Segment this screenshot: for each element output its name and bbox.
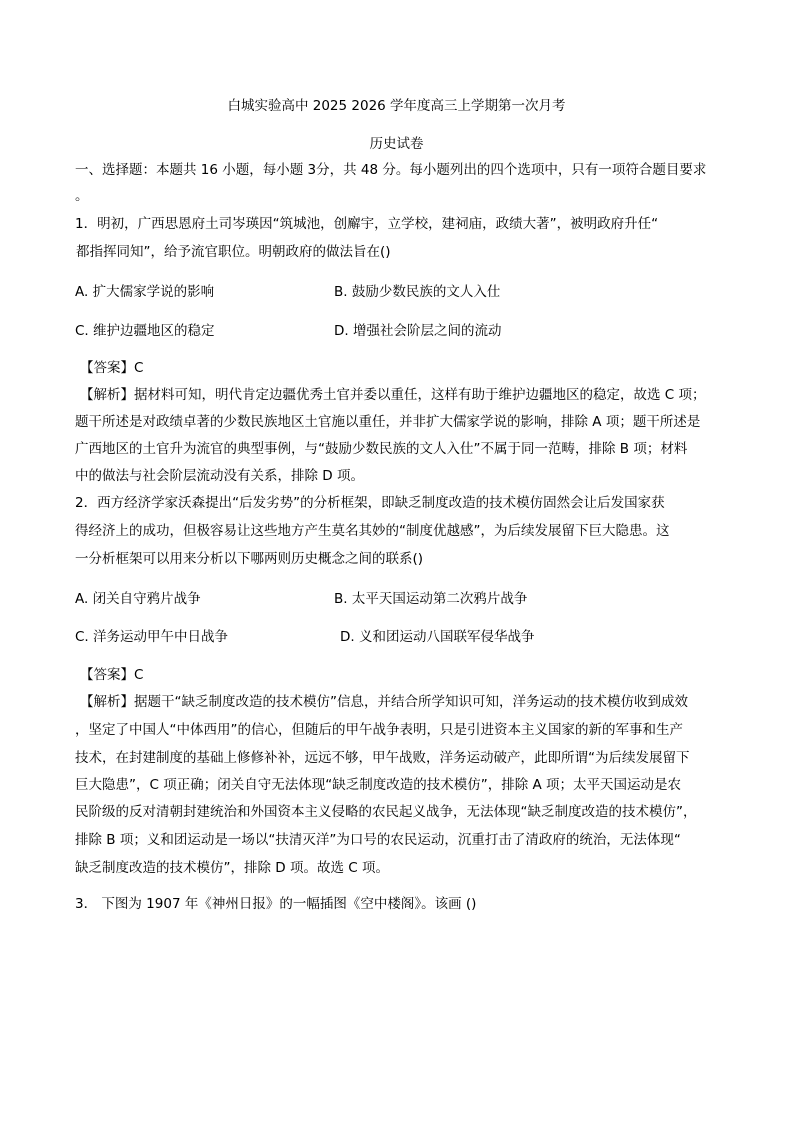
q1-option-b: B. 鼓励少数民族的文人入仕 xyxy=(334,284,501,300)
q3-stem: 3． 下图为 1907 年《神州日报》的一幅插图《空中楼阁》。该画 () xyxy=(75,896,477,912)
q2-analysis-line6: 排除 B 项；义和团运动是一场以“扶清灭洋”为口号的农民运动，沉重打击了清政府的统治，无法体现“ xyxy=(75,832,681,848)
q2-stem-line1: 2．西方经济学家沃森提出“后发劣势”的分析框架，即缺乏制度改造的技术模仿固然会让后发国家获 xyxy=(75,495,665,511)
exam-title: 白城实验高中 2025 2026 学年度高三上学期第一次月考 xyxy=(227,98,566,114)
q2-answer: 【答案】C xyxy=(80,667,144,683)
q2-analysis-line3: 技术，在封建制度的基础上修修补补，远远不够，甲午战败，洋务运动破产，此即所谓“为后续发展留下 xyxy=(75,750,690,766)
q2-analysis-line1: 【解析】据题干“缺乏制度改造的技术模仿”信息，并结合所学知识可知，洋务运动的技术模仿收到成效 xyxy=(80,694,688,710)
q2-option-d: D. 义和团运动八国联军侵华战争 xyxy=(340,629,535,645)
q1-stem-line2: 都指挥同知”，给予流官职位。明朝政府的做法旨在() xyxy=(76,244,391,260)
section-heading-line1: 一、选择题：本题共 16 小题，每小题 3分，共 48 分。每小题列出的四个选项中，只有一项符合题目要求 xyxy=(75,162,707,178)
q2-option-a: A. 闭关自守鸦片战争 xyxy=(75,591,201,607)
q1-analysis-line4: 中的做法与社会阶层流动没有关系，排除 D 项。 xyxy=(75,468,364,484)
q2-analysis-line2: ，坚定了中国人“中体西用”的信心，但随后的甲午战争表明，只是引进资本主义国家的新的军事和生产 xyxy=(75,722,683,738)
section-heading-line2: 。 xyxy=(75,188,89,204)
q1-option-d: D. 增强社会阶层之间的流动 xyxy=(334,323,502,339)
q1-analysis-line2: 题干所述是对政绩卓著的少数民族地区土官施以重任，并非扩大儒家学说的影响，排除 A 项；题干所述是 xyxy=(75,414,701,430)
q1-analysis-line3: 广西地区的土官升为流官的典型事例，与“鼓励少数民族的文人入仕”不属于同一范畴，排除 B 项；材料 xyxy=(75,441,688,457)
q1-answer: 【答案】C xyxy=(80,360,144,376)
q1-option-a: A. 扩大儒家学说的影响 xyxy=(75,284,215,300)
q2-stem-line3: 一分析框架可以用来分析以下哪两则历史概念之间的联系() xyxy=(75,551,424,567)
q2-option-b: B. 太平天国运动第二次鸦片战争 xyxy=(334,591,528,607)
q1-stem-line1: 1．明初，广西思恩府土司岑瑛因“筑城池，创廨宇，立学校，建祠庙，政绩大著”，被明政府升任“ xyxy=(75,216,659,232)
q2-stem-line2: 得经济上的成功，但极容易让这些地方产生莫名其妙的“制度优越感”，为后续发展留下巨大隐患。这 xyxy=(75,523,670,539)
exam-subtitle: 历史试卷 xyxy=(369,136,424,152)
q1-option-c: C. 维护边疆地区的稳定 xyxy=(75,323,215,339)
q2-analysis-line4: 巨大隐患”，C 项正确；闭关自守无法体现“缺乏制度改造的技术模仿”，排除 A 项；太平天国运动是农 xyxy=(75,777,682,793)
q2-option-c: C. 洋务运动甲午中日战争 xyxy=(75,629,229,645)
q2-analysis-line7: 缺乏制度改造的技术模仿”，排除 D 项。故选 C 项。 xyxy=(75,860,389,876)
q1-analysis-line1: 【解析】据材料可知，明代肯定边疆优秀土官并委以重任，这样有助于维护边疆地区的稳定，故选 C 项； xyxy=(80,387,706,403)
q2-analysis-line5: 民阶级的反对清朝封建统治和外国资本主义侵略的农民起义战争，无法体现“缺乏制度改造的技术模仿”， xyxy=(75,804,697,820)
